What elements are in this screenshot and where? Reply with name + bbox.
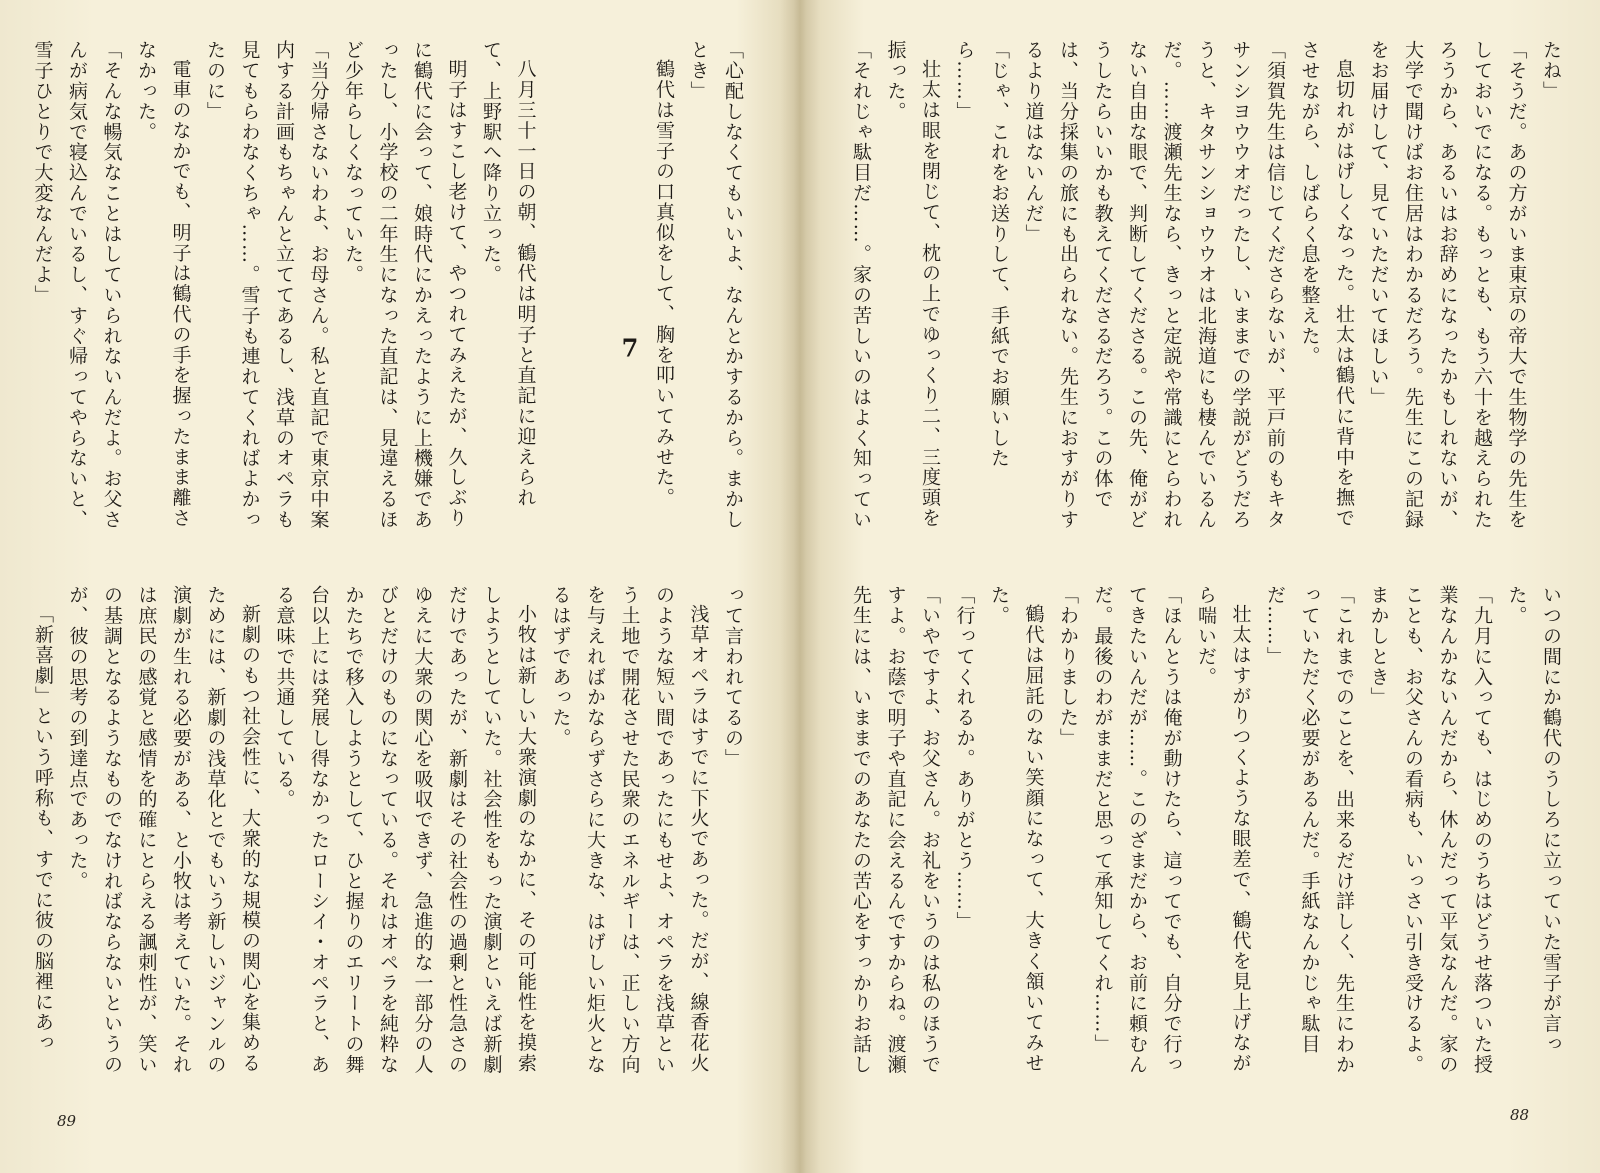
dialogue-line: 「行ってくれるか。ありがとう……」: [953, 585, 976, 932]
paragraph: 鶴代は雪子の口真似をして、胸を叩いてみせた。: [653, 59, 675, 508]
dialogue-line: 「これまでのことを、出来るだけ詳しく、先生にわかっていただく必要があるんだ。手紙なんかじゃ駄目だ……」: [1264, 585, 1355, 1075]
paragraph: 八月三十一日の朝、鶴代は明子と直記に迎えられて、上野駅へ降り立った。: [480, 40, 537, 508]
paragraph: いつの間にか鶴代のうしろに立っていた雪子が言った。: [1505, 585, 1562, 1055]
paragraph: 鶴代は屈託のない笑顔になって、大きく頷いてみせた。: [988, 585, 1045, 1074]
dialogue-line: 「じゃ、これをお送りして、手紙でお願いしたら……」: [953, 40, 1010, 469]
paragraph: 息切れがはげしくなった。壮太は鶴代に背中を撫でさせながら、しばらく息を整えた。: [1298, 40, 1355, 529]
paragraph: 壮太は眼を閉じて、枕の上でゆっくり二、三度頭を振った。: [884, 40, 941, 529]
paragraph: 小牧は新しい大衆演劇のなかに、その可能性を摸索しようとしていた。社会性をもった演劇といえば新劇だけであったが、新劇はその社会性の過剰と性急さのゆえに大衆の関心を吸収できず、急進的な一部分の人びとだけのものになっている。それはオペラを純粋なかたちで移入しようとして、ひと握りのエリートの舞台以上には発展し得なかったローシイ・オペラと、ある意味で共通している。: [273, 585, 537, 1075]
paragraph: 新劇のもつ社会性に、大衆的な規模の関心を集めるためには、新劇の浅草化とでもいう新しいジャンルの演劇が生れる必要がある、と小牧は考えていた。それは庶民の感覚と感情を的確にとらえる諷刺性が、笑いの基調となるようなものでなければならないというのが、彼の思考の到達点であった。: [66, 585, 261, 1075]
dialogue-line: 「それじゃ駄目だ……。家の苦しいのはよく知ってい: [850, 40, 872, 530]
page-88-upper-text: [838, 40, 1568, 535]
dialogue-line: 「そんな暢気なことはしていられないんだよ。お父さんが病気で寝込んでいるし、すぐ帰ってやらないと、雪子ひとりで大変なんだよ」: [32, 40, 123, 530]
paragraph: 「新喜劇」という呼称も、すでに彼の脳裡にあっ: [32, 604, 54, 1053]
dialogue-line: 「いやですよ、お父さん。お礼をいうのは私のほうですよ。お蔭で明子や直記に会えるんですからね。渡瀬先生には、いままでのあなたの苦心をすっかりお話し: [850, 585, 941, 1075]
chapter-number-text: 7: [621, 335, 639, 360]
paragraph: 浅草オペラはすでに下火であった。だが、線香花火のような短い間であったにもせよ、オペラを浅草という土地で開花させた民衆のエネルギーは、正しい方向を与えればかならずさらに大きな、はげしい炬火となるはずであった。: [549, 585, 710, 1075]
page-number-88: 88: [1510, 1106, 1530, 1124]
paragraph: 明子はすこし老けて、やつれてみえたが、久しぶりに鶴代に会って、娘時代にかえったように上機嫌であったし、小学校の二年生になった直記は、見違えるほど少年らしくなっていた。: [342, 40, 468, 530]
dialogue-line: 「わかりました」: [1057, 585, 1079, 749]
page-89-lower-text: [32, 585, 750, 1085]
dialogue-line: 「ほんとうは俺が動けたら、這ってでも、自分で行ってきたいんだが……。このざまだから、お前に頼むんだ。最後のわがままだと思って承知してくれ……」: [1091, 585, 1183, 1075]
page-89-upper-text: [32, 40, 750, 535]
dialogue-line: 「心配しなくてもいいよ、なんとかするから。まかしとき」: [687, 40, 744, 530]
paragraph: って言われてるの」: [722, 585, 744, 769]
dialogue-line: 「須賀先生は信じてくださらないが、平戸前のもキタサンシヨウウオだったし、いままでの学説がどうだろうと、キタサンショウウオは北海道にも棲んでいるんだ。……渡瀬先生なら、きっと定説や常識にとらわれない自由な眼で、判断してくださる。この先、俺がどうしたらいいかも教えてくださるだろう。この体では、当分採集の旅にも出られない。先生におすがりするより道はないんだ」: [1022, 40, 1286, 530]
dialogue-line: 「九月に入っても、はじめのうちはどうせ落ついた授業なんかないんだから、休んだって平気なんだ。家のことも、お父さんの看病も、いっさい引き受けるよ。まかしとき」: [1367, 585, 1493, 1075]
page-number-89: 89: [57, 1112, 77, 1130]
chapter-number: [543, 40, 647, 535]
paragraph: たね」: [1540, 40, 1562, 102]
dialogue-line: 「当分帰さないわよ、お母さん。私と直記で東京中案内する計画もちゃんと立ててあるし、浅草のオペラも見てもらわなくちゃ……。雪子も連れてくればよかったのに」: [204, 40, 330, 530]
paragraph: 電車のなかでも、明子は鶴代の手を握ったまま離さなかった。: [135, 40, 192, 529]
paragraph: 壮太はすがりつくような眼差で、鶴代を見上げながら喘いだ。: [1195, 585, 1252, 1074]
page-88-lower-text: [838, 585, 1568, 1085]
dialogue-line: 「そうだ。あの方がいま東京の帝大で生物学の先生をしておいでになる。もっとも、もう六十を越えられたろうから、あるいはお辞めになったかもしれないが、大学で聞けばお住居はわかるだろう。先生にこの記録をお届けして、見ていただいてほしい」: [1367, 40, 1528, 530]
